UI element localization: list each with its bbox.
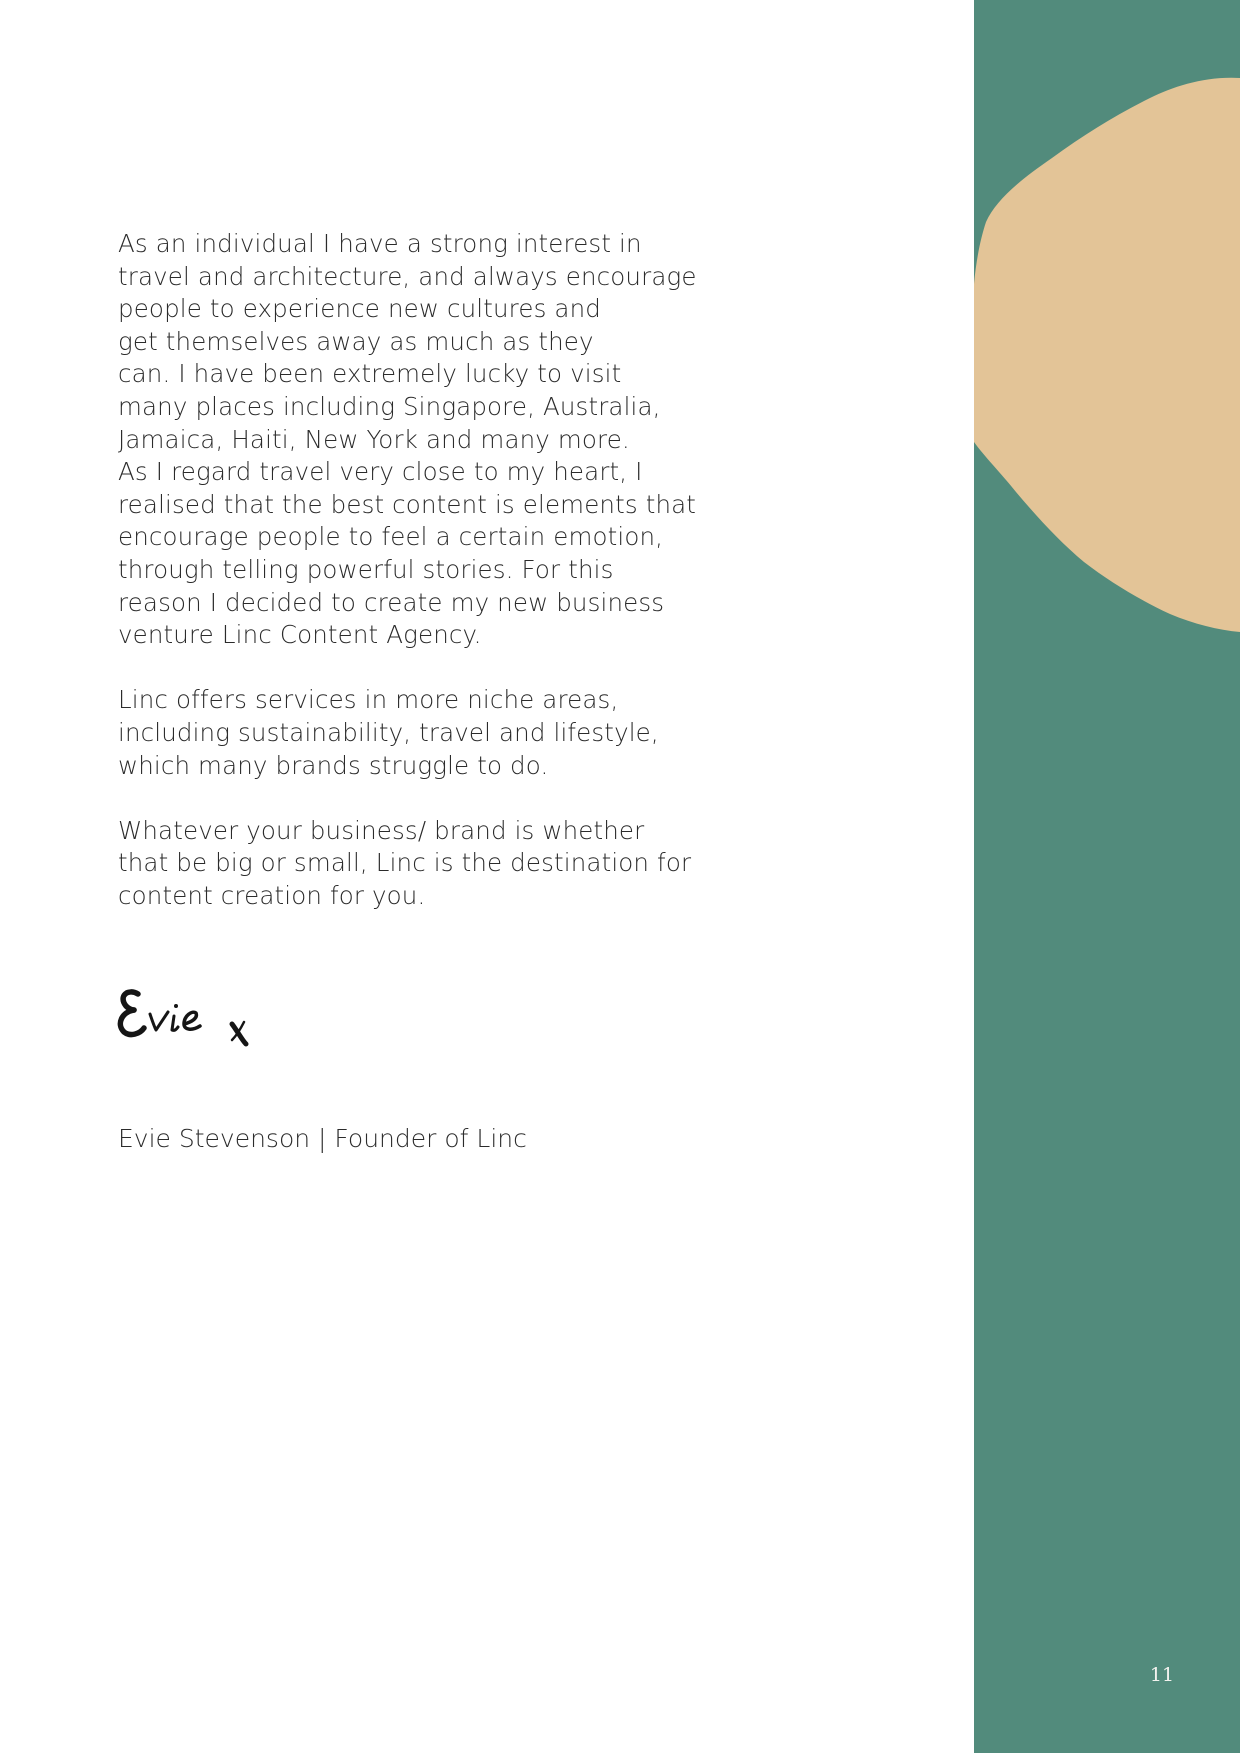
paragraph-2-line-2: including sustainability, travel and lifestyle, [118,717,659,747]
decorative-side-panel [974,0,1240,1753]
paragraph-1-line-13: venture Linc Content Agency. [118,620,482,650]
paragraph-1-line-11: through telling powerful stories. For this [118,554,614,584]
paragraph-3-line-2: that be big or small, Linc is the destination for [118,848,692,878]
paragraph-1-line-10: encourage people to feel a certain emotion, [118,522,664,552]
paragraph-1-line-9: realised that the best content is elements that [118,489,697,519]
letter-body [118,228,718,912]
paragraph-3-line-3: content creation for you. [118,880,426,910]
paragraph-2-line-3: which many brands struggle to do. [118,750,549,780]
paragraph-2-line-1: Linc offers services in more niche areas, [118,685,619,715]
paragraph-1-line-6: many places including Singapore, Australia, [118,391,661,421]
handwritten-signature [114,980,274,1048]
paragraph-1-line-5: can. I have been extremely lucky to visit [118,359,622,389]
paragraph-1-line-8: As I regard travel very close to my heart, I [118,457,643,487]
paragraph-1-line-7: Jamaica, Haiti, New York and many more. [118,424,630,454]
paragraph-1-line-4: get themselves away as much as they [118,326,594,356]
paragraph-spacer [118,782,718,815]
side-panel-art [974,0,1240,1753]
page-number: 11 [1149,1664,1175,1686]
paragraph-3-line-1: Whatever your business/ brand is whether [118,815,645,845]
paragraph-1-line-3: people to experience new cultures and [118,294,601,324]
paragraph-1-line-1: As an individual I have a strong interest in [118,229,642,258]
paragraph-1-line-2: travel and architecture, and always encourage [118,261,697,291]
paragraph-1-line-12: reason I decided to create my new business [118,587,665,617]
author-signoff: Evie Stevenson | Founder of Linc [118,1124,527,1153]
paragraph-spacer [118,652,718,685]
